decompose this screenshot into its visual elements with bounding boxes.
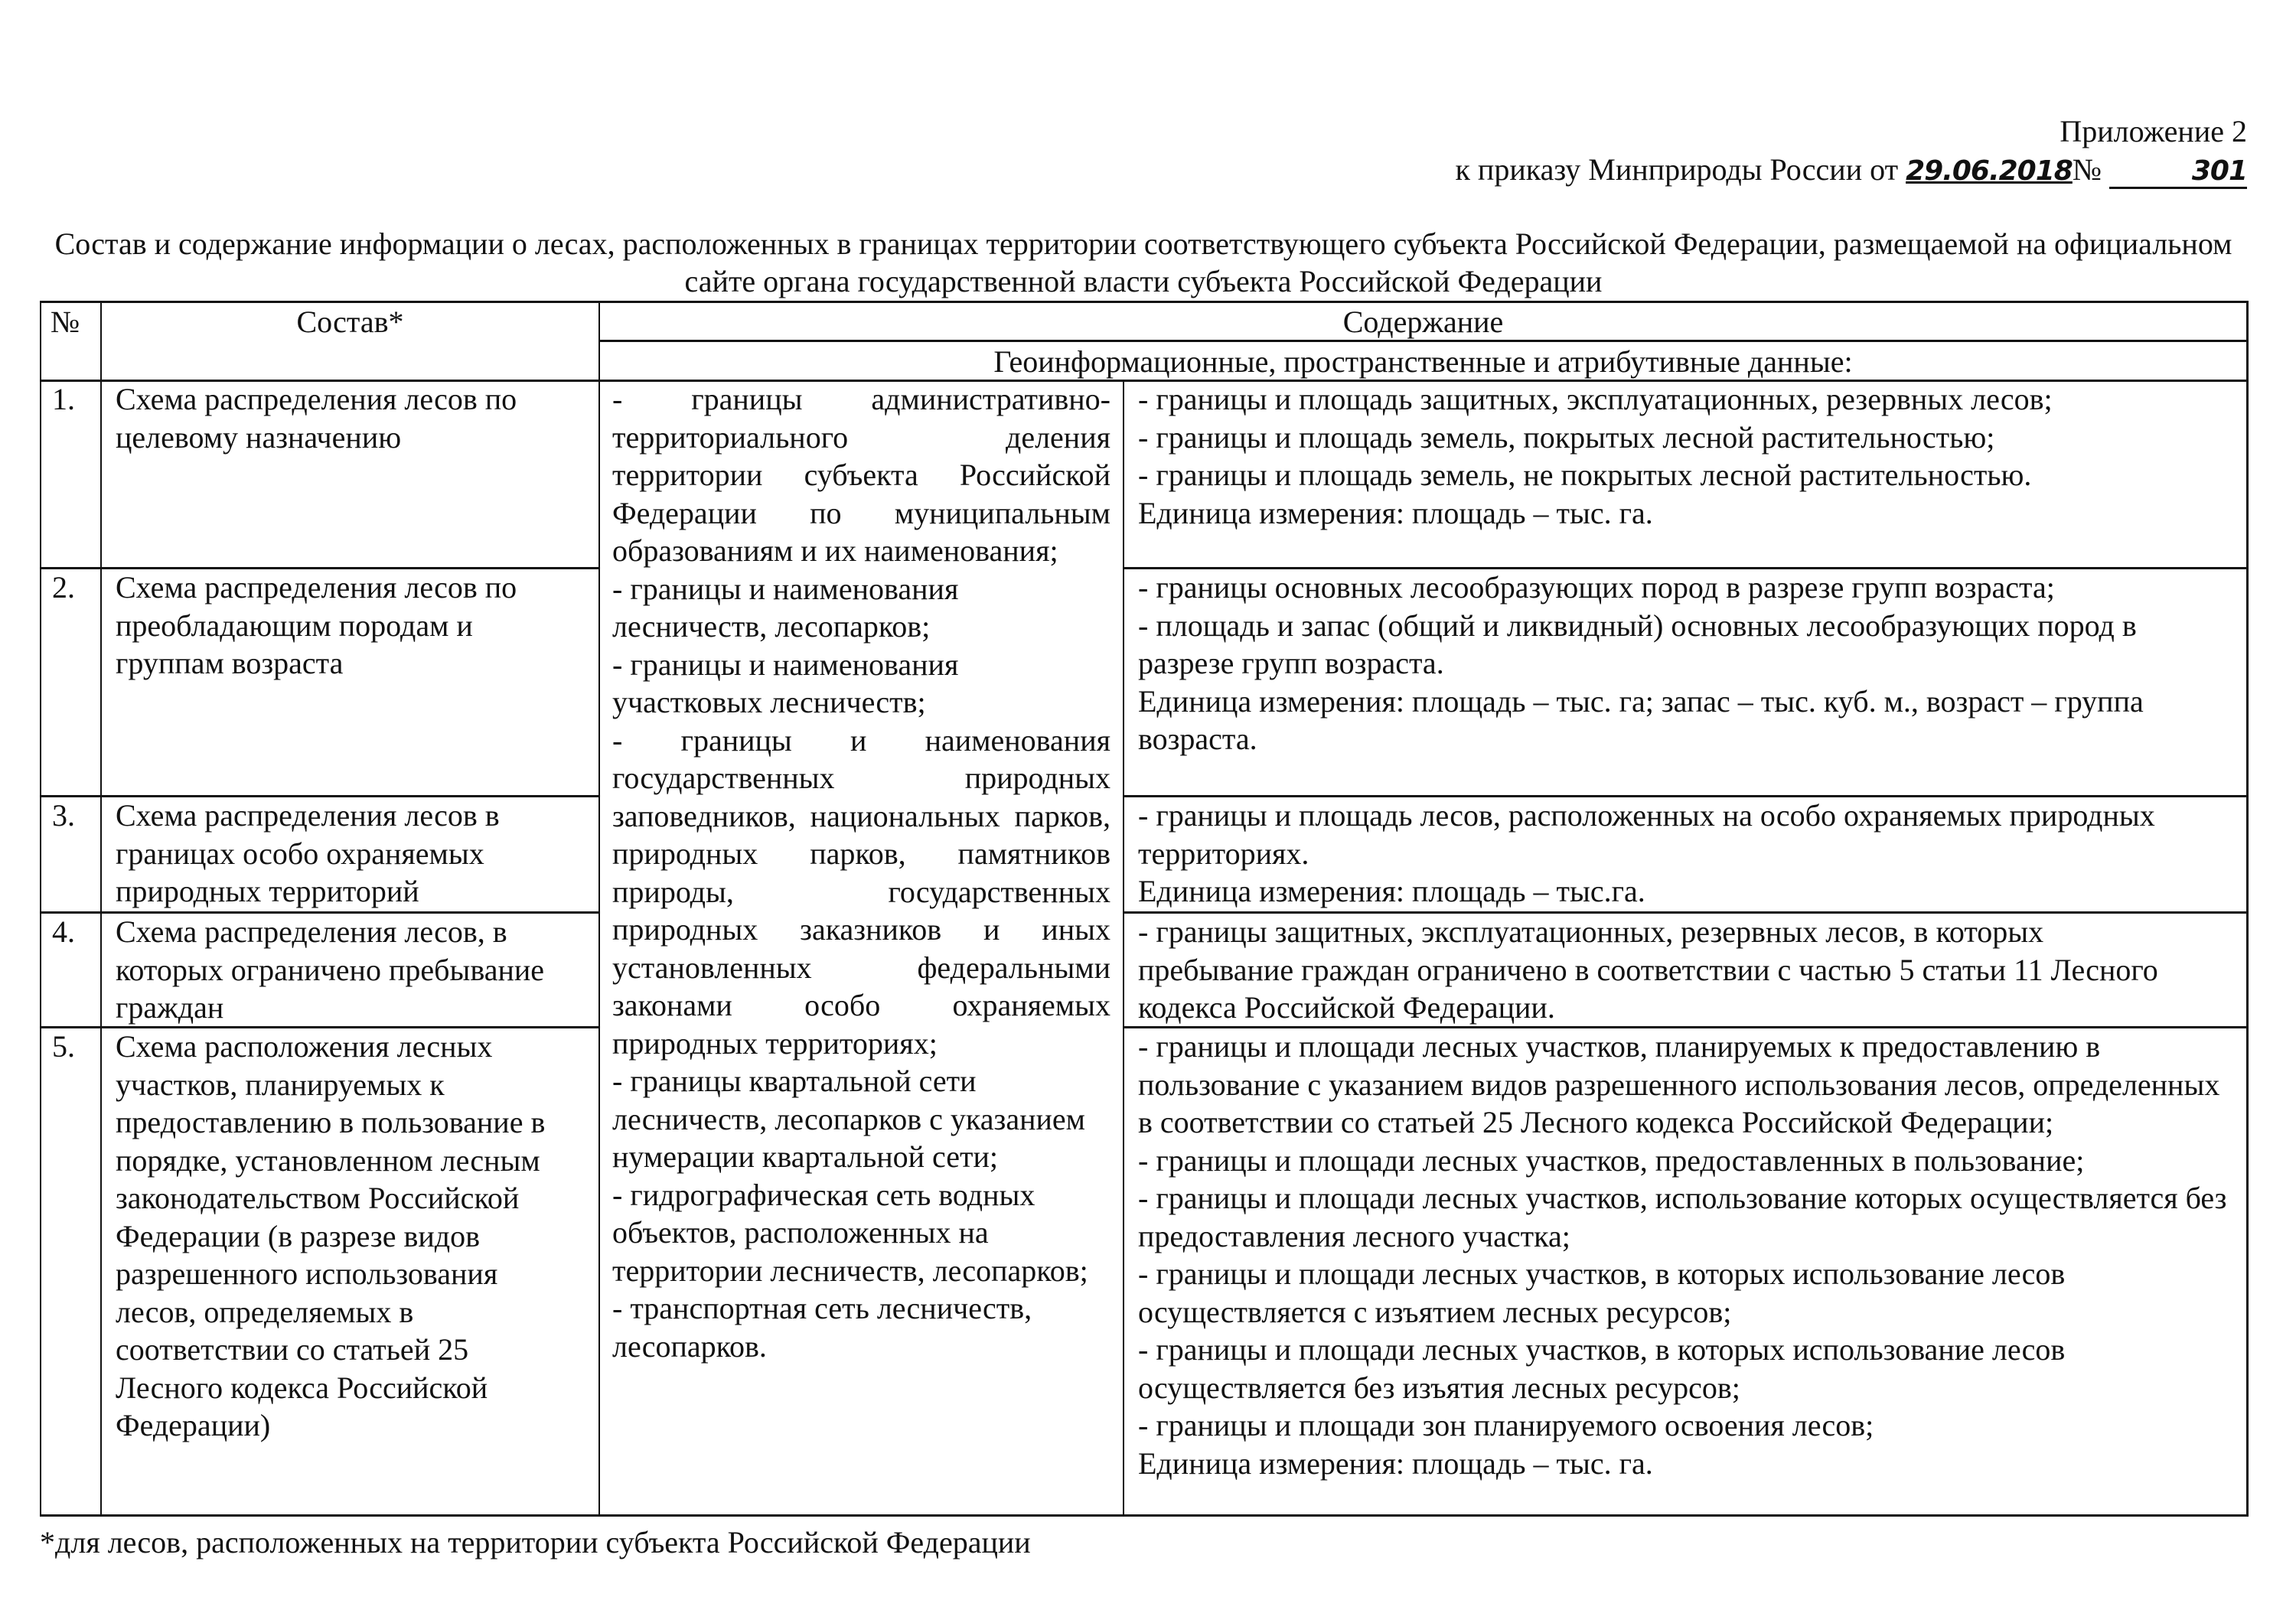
appendix-label: Приложение 2 — [2060, 114, 2247, 148]
col-header-num: № — [51, 305, 80, 339]
row-2-content — [1124, 569, 2246, 758]
row-1-content-line: - границы и площадь защитных, эксплуатационных, резервных лесов; — [1138, 382, 2053, 416]
table-border-left — [40, 301, 41, 1517]
col-header-composition: Состав* — [296, 305, 404, 339]
row-1-composition: Схема распределения лесов по целевому назначению — [116, 382, 517, 455]
row-3-composition: Схема распределения лесов в границах особо охраняемых природных территорий — [116, 798, 500, 908]
row-5-content — [1124, 1028, 2246, 1482]
row-2-unit: Единица измерения: площадь – тыс. га; запас – тыс. куб. м., возраст – группа возраста. — [1138, 683, 2144, 756]
row-5-content-line: - границы и площади лесных участков, использование которых осуществляется без предоставления лесного участка; — [1138, 1181, 2227, 1253]
table-border-right — [2246, 301, 2249, 1517]
row-4-num: 4. — [52, 914, 75, 949]
row-3-unit: Единица измерения: площадь – тыс.га. — [1138, 874, 1645, 908]
row-5-content-line: - границы и площади лесных участков, в которых использование лесов осуществляется без изъятия лесных ресурсов; — [1138, 1332, 2066, 1405]
row-5-unit: Единица измерения: площадь – тыс. га. — [1138, 1445, 1653, 1481]
footnote: *для лесов, расположенных на территории субъекта Российской Федерации — [40, 1525, 1031, 1559]
row-2-content-line: - границы основных лесообразующих пород в разрезе групп возраста; — [1138, 570, 2055, 605]
row-5-content-line: - границы и площади лесных участков, в которых использование лесов осуществляется с изъятием лесных ресурсов; — [1138, 1256, 2066, 1329]
row-3-content-line: - границы и площадь лесов, расположенных на особо охраняемых природных территориях. — [1138, 798, 2155, 871]
table-border-bottom — [40, 1514, 2249, 1517]
order-date: 29.06.2018 — [1906, 155, 2073, 187]
row-3-num: 3. — [52, 798, 75, 833]
col-header-content-sub: Геоинформационные, пространственные и атрибутивные данные: — [993, 344, 1853, 379]
row-4-content-line: - границы защитных, эксплуатационных, резервных лесов, в которых пребывание граждан ограничено в соответствии с частью 5 статьи 11 Лесного кодекса Российской Федерации. — [1138, 914, 2158, 1025]
row-1-unit: Единица измерения: площадь – тыс. га. — [1138, 495, 1653, 530]
row-5-content-line: - границы и площади зон планируемого освоения лесов; — [1138, 1408, 1874, 1442]
row-1-content-line: - границы и площадь земель, не покрытых лесной растительностью. — [1138, 458, 2032, 492]
row-2-composition: Схема распределения лесов по преобладающим породам и группам возраста — [116, 570, 517, 680]
order-prefix: к приказу Минприроды России от — [1455, 152, 1906, 187]
row-2-content-line: - площадь и запас (общий и ликвидный) основных лесообразующих пород в разрезе групп возраста. — [1138, 608, 2137, 680]
row-2-num: 2. — [52, 570, 75, 605]
row-5-num: 5. — [52, 1029, 75, 1064]
shared-item-1: - границы административно-территориального деления территории субъекта Российской Федерации по муниципальным образованиям и их наименования; — [612, 382, 1110, 568]
row-5-composition: Схема расположения лесных участков, планируемых к предоставлению в пользование в порядке, установленном лесным законодательством Российской Федерации (в разрезе видов разрешенного использования лесов, определяемых в соответствии со статьей 25 Лесного кодекса Российской Федерации) — [116, 1029, 546, 1442]
row-5-content-line: - границы и площади лесных участков, планируемых к предоставлению в пользование с указанием видов разрешенного использования лесов, определенных в соответствии со статьей 25 Лесного кодекса Российской Федерации; — [1138, 1029, 2220, 1139]
row-3-content — [1124, 797, 2246, 911]
shared-item-4: - границы и наименования государственных природных заповедников, национальных парков, природных парков, памятников природы, государственных природных заказников и иных установленных федеральными законами особо охраняемых природных территориях; — [612, 722, 1110, 1061]
row-1-content-line: - границы и площадь земель, покрытых лесной растительностью; — [1138, 419, 1995, 455]
shared-item-2: - границы и наименования лесничеств, лесопарков; — [612, 571, 959, 644]
row-4-content — [1124, 913, 2196, 1027]
order-number-sign: № — [2072, 152, 2109, 187]
shared-item-5: - границы квартальной сети лесничеств, лесопарков с указанием нумерации квартальной сети; — [612, 1064, 1085, 1174]
row-1-content — [1124, 380, 2246, 532]
shared-item-7: - транспортная сеть лесничеств, лесопарков. — [612, 1291, 1032, 1364]
order-number: 301 — [2191, 155, 2247, 187]
row-1-num: 1. — [52, 382, 75, 416]
document-title: Состав и содержание информации о лесах, расположенных в границах территории соответствующего субъекта Российской Федерации, размещаемой на официальном сайте органа государственной власти субъекта Российской Федерации — [54, 227, 2232, 298]
shared-geodata-list — [600, 380, 1123, 1365]
col-header-content: Содержание — [1342, 305, 1504, 339]
row-5-content-line: - границы и площади лесных участков, предоставленных в пользование; — [1138, 1142, 2085, 1178]
row-4-composition: Схема распределения лесов, в которых ограничено пребывание граждан — [116, 914, 545, 1025]
shared-item-3: - границы и наименования участковых лесничеств; — [612, 647, 959, 719]
shared-item-6: - гидрографическая сеть водных объектов, расположенных на территории лесничеств, лесопарков; — [612, 1177, 1088, 1288]
order-reference — [1456, 152, 2248, 190]
